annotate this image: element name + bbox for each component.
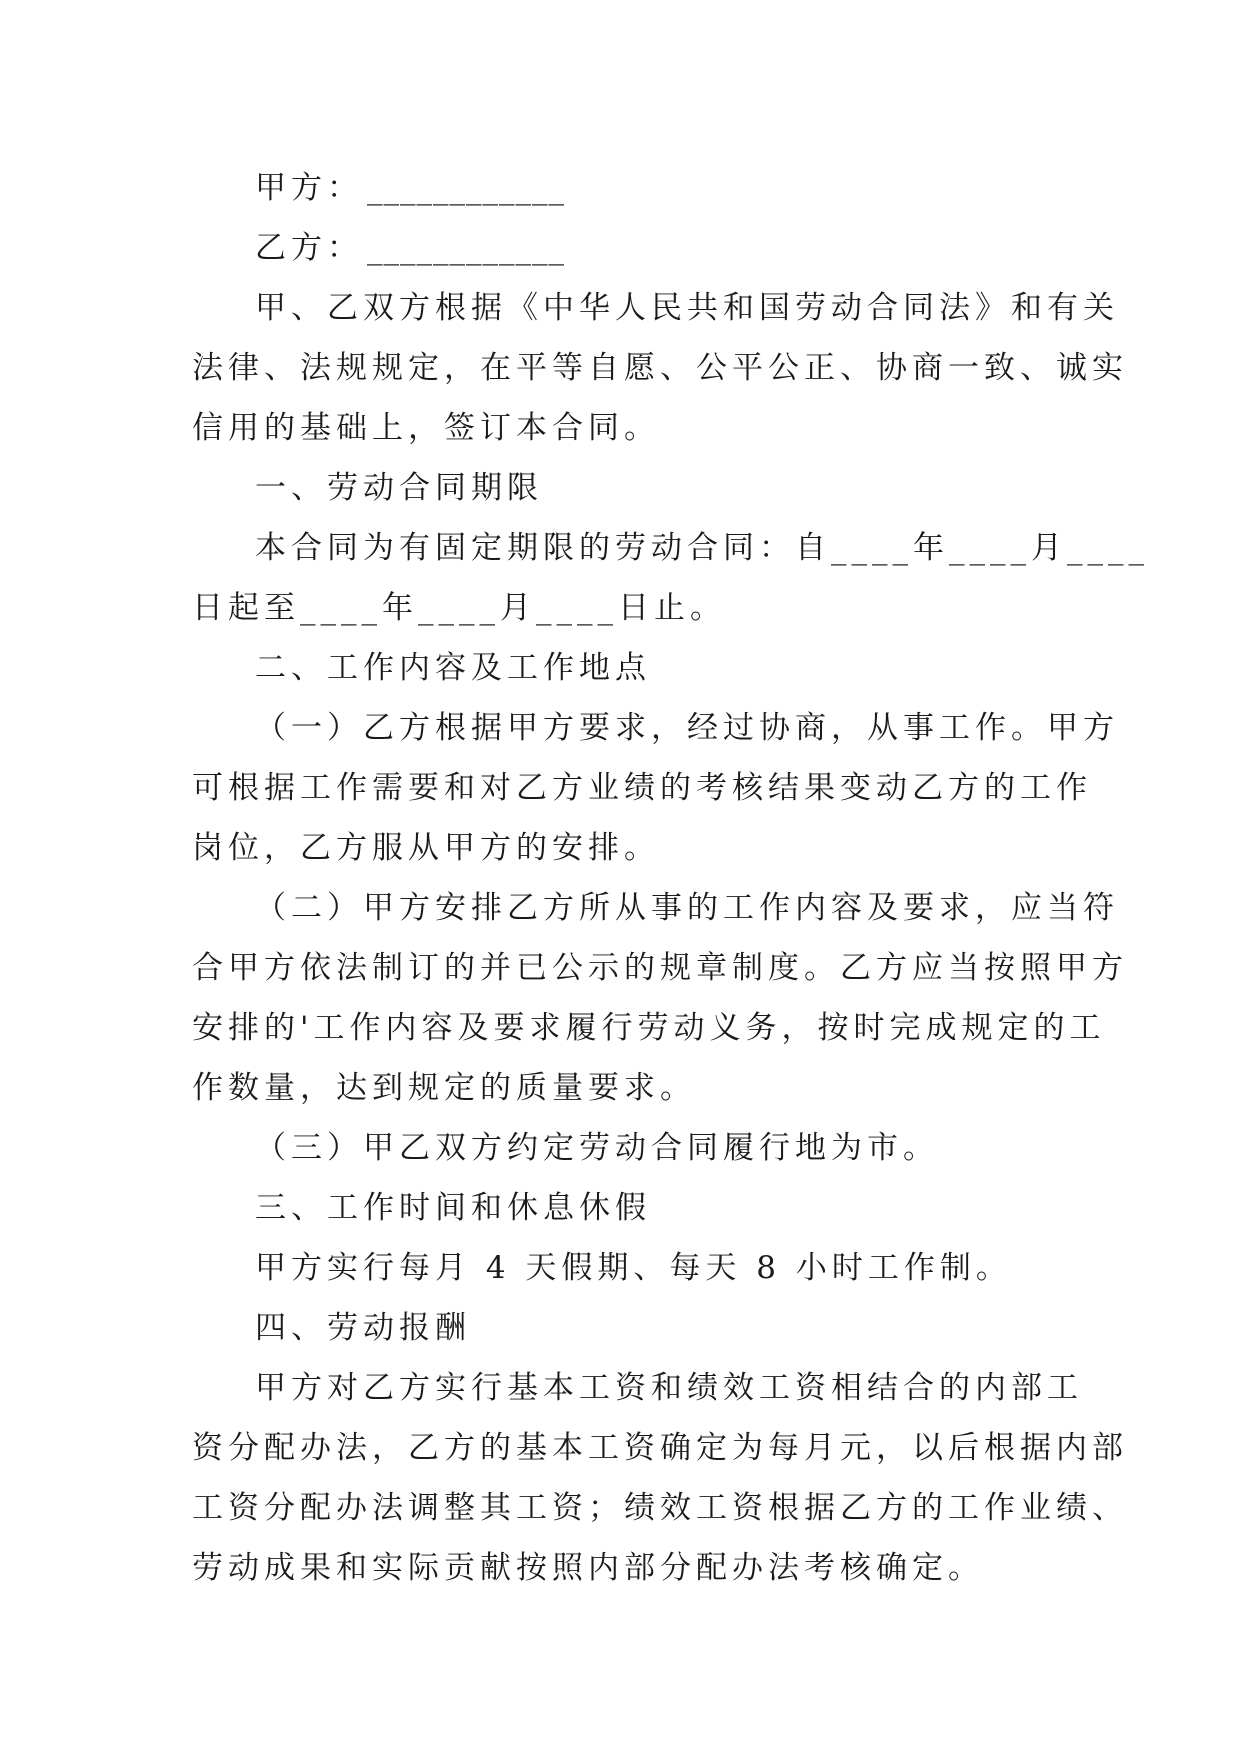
section2-item2-line: 作数量，达到规定的质量要求。 [192,1070,696,1106]
section2-item2-line: 合甲方依法制订的并已公示的规章制度。乙方应当按照甲方 [192,950,1128,986]
intro-line: 信用的基础上，签订本合同。 [192,410,660,446]
section2-item2-line: （二）甲方安排乙方所从事的工作内容及要求，应当符 [255,890,1119,926]
section-heading: 一、劳动合同期限 [255,470,543,506]
party-b-field: ____________ [367,230,565,266]
party-b-label: 乙方： [255,230,363,266]
party-a-field: ____________ [367,170,565,206]
section4-line: 工资分配办法调整其工资；绩效工资根据乙方的工作业绩、 [192,1490,1128,1526]
intro-line: 甲、乙双方根据《中华人民共和国劳动合同法》和有关 [255,290,1119,326]
party-b-line [192,218,1072,278]
intro-line: 法律、法规规定，在平等自愿、公平公正、协商一致、诚实 [192,350,1128,386]
section1-line: 日起至____年____月____日止。 [192,590,726,626]
section-heading: 三、工作时间和休息休假 [255,1190,651,1226]
party-a-line [192,158,1072,218]
section2-item1-line: 可根据工作需要和对乙方业绩的考核结果变动乙方的工作 [192,770,1092,806]
section4-line: 甲方对乙方实行基本工资和绩效工资相结合的内部工 [255,1370,1083,1406]
party-a-label: 甲方： [255,170,363,206]
section3-line: 甲方实行每月 4 天假期、每天 8 小时工作制。 [255,1250,1012,1286]
section2-item1-line: 岗位，乙方服从甲方的安排。 [192,830,660,866]
contract-document [192,158,1149,1598]
section2-item2-line: 安排的'工作内容及要求履行劳动义务，按时完成规定的工 [192,1010,1106,1046]
section-heading: 二、工作内容及工作地点 [255,650,651,686]
section2-item1-line: （一）乙方根据甲方要求，经过协商，从事工作。甲方 [255,710,1119,746]
section4-line: 劳动成果和实际贡献按照内部分配办法考核确定。 [192,1550,984,1586]
section2-item3-line: （三）甲乙双方约定劳动合同履行地为市。 [255,1130,939,1166]
section4-line: 资分配办法，乙方的基本工资确定为每月元，以后根据内部 [192,1430,1128,1466]
section-heading: 四、劳动报酬 [255,1310,471,1346]
section1-line: 本合同为有固定期限的劳动合同：自____年____月____ [255,530,1149,566]
